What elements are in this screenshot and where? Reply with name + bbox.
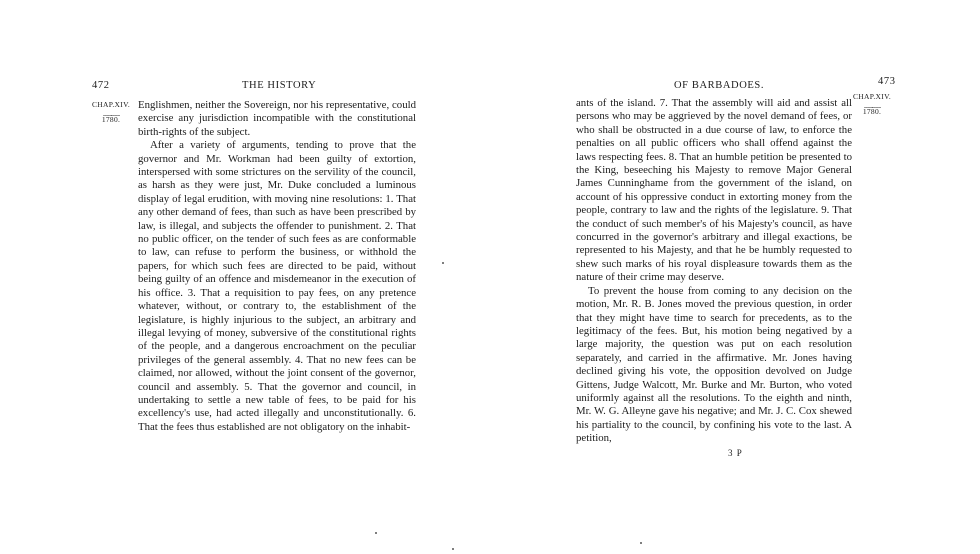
page-number: 473 <box>878 76 896 87</box>
paragraph: After a variety of arguments, tending to prove that the governor and Mr. Workman had been guilty of extortion, interspersed with some strictures on the servility of the council, as harsh as they were just, Mr. Duke concluded a luminous display of legal erudition, with moving nine resolutions: 1. That any other demand of fees, than such as have been prescribed by law, is illegal, and subjects the offender to punishment. 2. That no public officer, on the tender of such fees as are conformable to law, can refuse to perform the business, or withhold the papers, for which such fees are directed to be paid, without being guilty of an offence and misdemeanor in the execution of his office. 3. That a requisition to pay fees, on any pretence whatever, without, or contrary to, the establishment of the legislature, is highly injurious to the subject, an arbitrary and illegal levying of money, subversive of the constitutional rights of the people, and a dangerous encroachment on the peculiar privileges of the general assembly. 4. That no new fees can be claimed, nor allowed, without the joint consent of the governor, council and assembly. 5. That the governor and council, in undertaking to settle a new table of fees, to be paid for his excellency's use, had acted illegally and unconstitutionally. 6. That the fees thus established are not obligatory on the inhabit- <box>138 139 416 433</box>
margin-note <box>847 92 897 116</box>
margin-chapter: CHAP.XIV. <box>92 100 130 109</box>
running-head: OF BARBADOES. <box>674 80 765 91</box>
body-text <box>138 99 416 434</box>
margin-chapter: CHAP.XIV. <box>853 92 891 101</box>
margin-note <box>88 100 134 124</box>
right-page <box>490 0 980 554</box>
paragraph: ants of the island. 7. That the assembly will aid and assist all persons who may be aggrieved by the novel demand of fees, or who shall be obstructed in a due course of law, to enforce the penalties on all public officers who shall offend against the laws respecting fees. 8. That an humble petition be presented to the King, beseeching his Majesty to remove Major General James Cunninghame from the government of the island, on account of his oppressive conduct in extorting money from the people, contrary to law and the rights of the legislature. 9. That the conduct of such member's of his Majesty's council, as have concurred in the governor's arbitrary and illegal exactions, be represented to his Majesty, and that he be humbly requested to shew such marks of his royal displeasure towards them as the nature of their crime may deserve. <box>576 97 852 284</box>
brace-ornament: ﹏﹏ <box>102 107 119 117</box>
scan-speck <box>375 532 377 534</box>
running-head: THE HISTORY <box>242 80 317 91</box>
body-text <box>576 97 852 446</box>
scan-speck <box>640 542 642 544</box>
scan-speck <box>452 548 454 550</box>
margin-year: 1780. <box>101 115 121 124</box>
margin-year: 1780. <box>862 107 882 116</box>
paragraph: To prevent the house from coming to any decision on the motion, Mr. R. B. Jones moved the previous question, in order that they might have time to search for precedents, as to the legitimacy of the fees. But, his motion being negatived by a large majority, the question was put on each resolution separately, and carried in the affirmative. Mr. Jones having declined giving his vote, the opposition devolved on Judge Gittens, Judge Walcott, Mr. Burke and Mr. Burton, who voted uniformly against all the resolutions. To the eighth and ninth, Mr. W. G. Alleyne gave his negative; and Mr. J. C. Cox shewed his partiality to the council, by confining his vote to the last. A petition, <box>576 284 852 445</box>
paragraph: Englishmen, neither the Sovereign, nor his representative, could exercise any jurisdiction incompatible with the constitutional birth-rights of the subject. <box>138 99 416 138</box>
signature-mark: 3 P <box>728 448 743 458</box>
brace-ornament: ﹏﹏ <box>863 99 880 109</box>
scan-speck <box>442 262 444 264</box>
page-number: 472 <box>92 80 110 91</box>
